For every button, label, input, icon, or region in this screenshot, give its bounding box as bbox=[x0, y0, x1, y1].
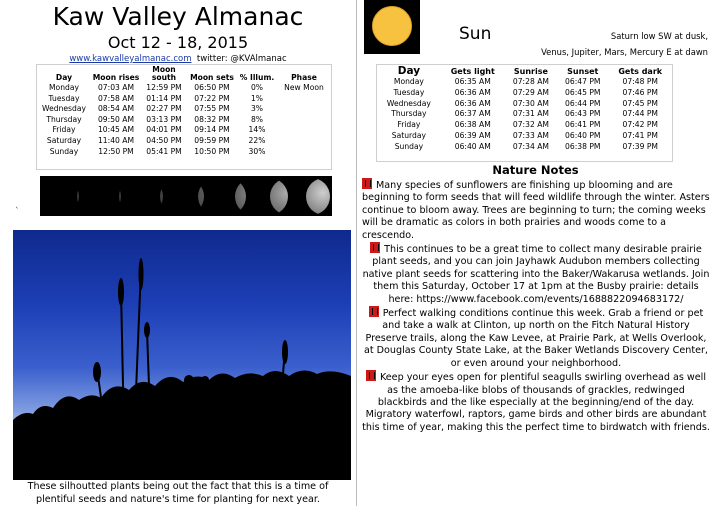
moon-phase-icon bbox=[126, 178, 163, 215]
moon-table-cell: 0% bbox=[250, 83, 264, 92]
plant-silhouette bbox=[13, 230, 351, 480]
nature-notes-title: Nature Notes bbox=[492, 163, 579, 177]
moon-table-cell: Tuesday bbox=[48, 93, 80, 103]
moon-table-cell: 09:50 AM bbox=[97, 114, 135, 124]
moon-table-cell: 11:40 AM bbox=[97, 135, 135, 145]
planet-visibility bbox=[500, 28, 708, 60]
moon-header-rises: Moon rises bbox=[92, 73, 140, 82]
nature-note bbox=[362, 370, 710, 434]
date-range: Oct 12 - 18, 2015 bbox=[107, 33, 249, 52]
moon-table-cell: 22% bbox=[248, 135, 266, 145]
bookmark-icon bbox=[362, 178, 372, 189]
left-column: Kaw Valley Almanac Oct 12 - 18, 2015 www.kawvalleyalmanac.com twitter: @KVAlmanac Day Moon rises Moon south Moon sets % Illum. Phase Monday 07:03 AM 12:59 PM 06:50 PM 0% New Moon Tuesday 07:58 AM 01:14 PM 07:22 PM 1% Wednesday 08:54 AM 02:27 PM 07:55 PM 3% Thursday 09:50 AM 03:13 PM 08:32 PM 8% Friday 10:45 AM 04:01 PM 09:14 PM 14% Saturday 11:40 AM 04:50 PM 09:59 PM 22% Sunday 12:50 PM 05:41 PM 10:50 PM 30% ` These silhoutted plants being out the fact that this is a time of plentiful seeds and nature's time for planting for next year. bbox=[0, 0, 356, 506]
sun-table-cell: 06:47 PM bbox=[565, 77, 601, 86]
moon-table-row bbox=[37, 136, 331, 147]
sun-header-sunset: Sunset bbox=[567, 67, 599, 76]
sun-table-cell: 06:35 AM bbox=[454, 77, 491, 86]
sun-table-cell: 06:45 PM bbox=[565, 87, 601, 97]
moon-header-south: Moon south bbox=[151, 65, 177, 82]
moon-table-cell: 30% bbox=[248, 146, 266, 156]
moon-table-cell: 07:58 AM bbox=[97, 93, 135, 103]
sun-table-cell: 07:48 PM bbox=[622, 77, 658, 86]
bookmark-icon bbox=[366, 370, 376, 381]
sun-header-gets-light: Gets light bbox=[450, 67, 495, 76]
moon-table-cell: 09:59 PM bbox=[194, 135, 230, 145]
sun-table-cell: 06:37 AM bbox=[454, 109, 491, 119]
sun-table-row bbox=[377, 142, 672, 153]
website-link[interactable]: www.kawvalleyalmanac.com bbox=[69, 54, 192, 64]
sun-table-cell: 07:46 PM bbox=[622, 87, 658, 97]
moon-phase-icon bbox=[167, 178, 204, 215]
sun-table-cell: 07:44 PM bbox=[622, 109, 658, 119]
sun-table-row bbox=[377, 131, 672, 142]
links-line bbox=[0, 54, 356, 64]
moon-table-cell: 04:01 PM bbox=[146, 125, 182, 135]
moon-table-cell bbox=[277, 94, 331, 105]
photo-caption-line-1: These silhoutted plants being out the fact that this is a time of bbox=[27, 481, 329, 492]
twitter-handle: twitter: @KVAlmanac bbox=[196, 54, 287, 64]
moon-table-cell: 8% bbox=[250, 114, 264, 124]
sun-table-row bbox=[377, 88, 672, 99]
moon-table-cell: 12:50 PM bbox=[98, 146, 134, 156]
bookmark-icon bbox=[370, 242, 380, 253]
photo-caption-line-2: plentiful seeds and nature's time for planting for next year. bbox=[36, 494, 320, 505]
nature-note bbox=[362, 178, 710, 242]
sun-table-cell: 06:39 AM bbox=[454, 130, 491, 140]
moon-table-cell: 3% bbox=[250, 104, 264, 114]
sun-table-cell: 06:44 PM bbox=[565, 98, 601, 108]
moon-phase-icon bbox=[209, 178, 246, 215]
moon-table bbox=[36, 64, 332, 170]
moon-phase-icon bbox=[293, 178, 330, 215]
page-title: Kaw Valley Almanac bbox=[52, 2, 304, 31]
sun-table-row bbox=[377, 99, 672, 110]
moon-table-cell: Thursday bbox=[46, 114, 82, 124]
sun-table-cell: Tuesday bbox=[393, 87, 425, 97]
sun-icon bbox=[371, 5, 413, 47]
moon-table-cell: 07:55 PM bbox=[194, 104, 230, 114]
sun-table-row bbox=[377, 77, 672, 88]
nature-note-text: Perfect walking conditions continue this week. Grab a friend or pet and take a walk at Clinton, up north on the Fitch Natural History Preserve trails, along the Kaw Levee, at Prairie Park, at Wells Overlook, at Douglas County State Lake, at the Baker Wetlands Discovery Center, or even around your neighborhood. bbox=[363, 308, 708, 369]
sun-table-cell: 06:40 AM bbox=[454, 141, 491, 151]
sun-table-cell: 07:45 PM bbox=[622, 98, 658, 108]
planets-line-1: Saturn low SW at dusk, bbox=[610, 31, 708, 41]
moon-header-phase: Phase bbox=[291, 73, 317, 82]
sun-table-cell: 06:41 PM bbox=[565, 120, 601, 130]
moon-phase-icon bbox=[251, 178, 288, 215]
moon-table-cell: 1% bbox=[250, 93, 264, 103]
moon-table-row bbox=[37, 94, 331, 105]
moon-table-cell: Sunday bbox=[49, 146, 79, 156]
moon-phase-strip bbox=[40, 176, 332, 216]
sun-table-cell: 07:30 AM bbox=[512, 98, 549, 108]
moon-table-cell: 04:50 PM bbox=[146, 135, 182, 145]
moon-header-illum: % Illum. bbox=[239, 73, 275, 82]
planets-line-2: Venus, Jupiter, Mars, Mercury E at dawn bbox=[541, 47, 708, 57]
sun-table-cell: 07:32 AM bbox=[512, 120, 549, 130]
moon-table-row bbox=[37, 115, 331, 126]
moon-table-cell: 05:41 PM bbox=[146, 146, 182, 156]
moon-table-cell bbox=[277, 125, 331, 136]
nature-notes-list bbox=[362, 178, 710, 434]
moon-table-cell: 14% bbox=[248, 125, 266, 135]
moon-table-row bbox=[37, 147, 331, 158]
moon-table-cell: Friday bbox=[52, 125, 76, 135]
sun-table-cell: 07:29 AM bbox=[512, 87, 549, 97]
column-divider bbox=[356, 0, 357, 506]
nature-note-text: Many species of sunflowers are finishing up blooming and are beginning to form seeds that will feed wildlife through the winter. Asters continue to bloom away. Trees are beginning to turn; the coming weeks will be dramatic as colors in both prairies and woods come to a crescendo. bbox=[362, 180, 710, 241]
moon-table-cell: 08:54 AM bbox=[97, 104, 135, 114]
sun-table-cell: Sunday bbox=[394, 141, 424, 151]
nature-note-text: Keep your eyes open for plentiful seagulls swirling overhead as well as the amoeba-like blobs of thousands of grackles, redwinged blackbirds and the like especially at the beginning/end of the day. Migratory waterfowl, raptors, game birds and other birds are abundant this time of year, making this the perfect time to birdwatch with friends. bbox=[362, 372, 710, 433]
sun-table-cell: 06:38 PM bbox=[565, 141, 601, 151]
nature-note-text: This continues to be a great time to collect many desirable prairie plant seeds, and you can join Jayhawk Audubon members collecting native plant seeds for scattering into the Baker/Wakarusa wetlands. Join them this Saturday, October 17 at 1pm at the Busby prairie: details here: https://www.facebook.com/events/1688822094683172/ bbox=[362, 244, 710, 305]
sun-table-cell: Saturday bbox=[391, 130, 427, 140]
moon-table-cell: Monday bbox=[49, 83, 79, 92]
moon-table-cell: Wednesday bbox=[42, 104, 86, 114]
nature-note bbox=[362, 306, 710, 370]
sun-table-cell: Wednesday bbox=[386, 98, 431, 108]
sun-table-cell: 06:36 AM bbox=[454, 98, 491, 108]
moon-table-cell: 10:50 PM bbox=[194, 146, 230, 156]
moon-table-row bbox=[37, 104, 331, 115]
moon-phase-icon bbox=[84, 178, 121, 215]
sunset-photo bbox=[13, 230, 351, 480]
sun-table bbox=[376, 64, 673, 162]
sun-title: Sun bbox=[459, 24, 492, 44]
sun-table-cell: Thursday bbox=[391, 109, 427, 119]
moon-table-cell bbox=[277, 115, 331, 126]
bookmark-icon bbox=[369, 306, 379, 317]
moon-header-day: Day bbox=[55, 73, 73, 82]
sun-header-day: Day bbox=[397, 65, 421, 77]
photo-caption bbox=[0, 480, 356, 506]
moon-table-cell: 07:22 PM bbox=[194, 93, 230, 103]
sun-table-cell: 06:43 PM bbox=[565, 109, 601, 119]
moon-table-row bbox=[37, 83, 331, 94]
moon-table-cell: 07:03 AM bbox=[97, 83, 135, 92]
sun-header-gets-dark: Gets dark bbox=[618, 67, 663, 76]
moon-table-cell: 08:32 PM bbox=[194, 114, 230, 124]
moon-table-cell: 01:14 PM bbox=[146, 93, 182, 103]
moon-table-cell bbox=[277, 136, 331, 147]
moon-table-cell: 12:59 PM bbox=[146, 83, 182, 92]
sun-table-cell: Friday bbox=[397, 120, 421, 130]
moon-table-cell bbox=[277, 104, 331, 115]
sun-header-sunrise: Sunrise bbox=[513, 67, 548, 76]
moon-table-cell: Saturday bbox=[46, 135, 82, 145]
sun-table-cell: 07:39 PM bbox=[622, 141, 658, 151]
sun-table-cell: 06:40 PM bbox=[565, 130, 601, 140]
moon-table-cell: 02:27 PM bbox=[146, 104, 182, 114]
sun-table-cell: 07:42 PM bbox=[622, 120, 658, 130]
moon-table-cell: 10:45 AM bbox=[97, 125, 135, 135]
moon-header-sets: Moon sets bbox=[190, 73, 234, 82]
moon-table-cell: 09:14 PM bbox=[194, 125, 230, 135]
sun-table-cell: 06:38 AM bbox=[454, 120, 491, 130]
sun-table-cell: 07:28 AM bbox=[512, 77, 549, 86]
sun-table-cell: Monday bbox=[393, 77, 424, 86]
sun-table-cell: 07:31 AM bbox=[512, 109, 549, 119]
moon-table-row bbox=[37, 125, 331, 136]
moon-table-cell: 06:50 PM bbox=[194, 83, 230, 92]
moon-table-cell: New Moon bbox=[284, 83, 324, 92]
sun-table-row bbox=[377, 120, 672, 131]
sun-table-row bbox=[377, 109, 672, 120]
nature-note bbox=[362, 242, 710, 306]
sun-table-cell: 06:36 AM bbox=[454, 87, 491, 97]
sun-table-cell: 07:41 PM bbox=[622, 130, 658, 140]
sun-table-cell: 07:33 AM bbox=[512, 130, 549, 140]
moon-phase-icon bbox=[42, 178, 79, 215]
moon-table-cell: 03:13 PM bbox=[146, 114, 182, 124]
sun-table-cell: 07:34 AM bbox=[512, 141, 549, 151]
moon-table-cell bbox=[277, 147, 331, 158]
